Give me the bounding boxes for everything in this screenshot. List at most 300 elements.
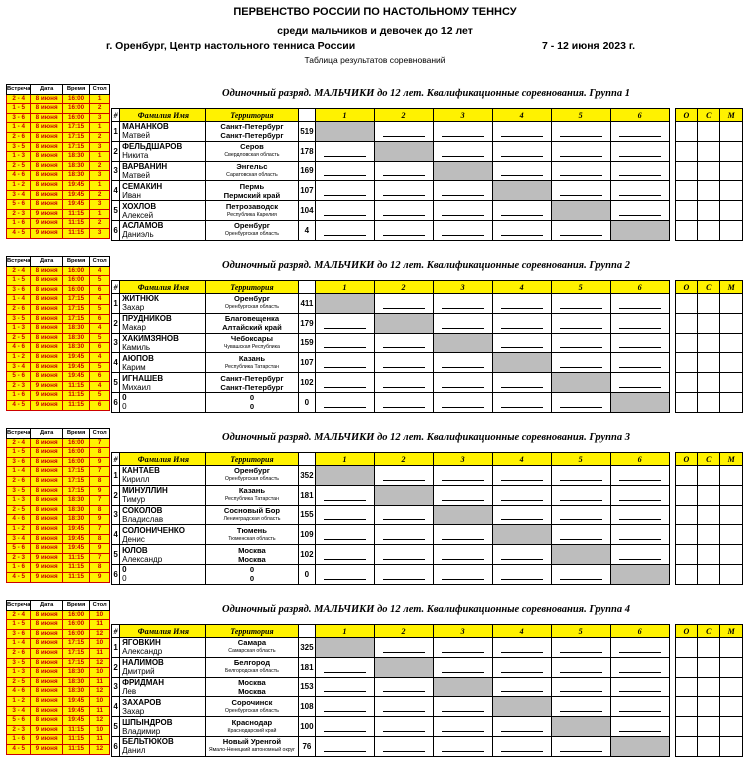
- player-rating: 169: [299, 161, 315, 181]
- player-city: Благовещенка: [224, 314, 280, 324]
- score-cell: [374, 161, 433, 181]
- score-line: [324, 559, 366, 560]
- player-number: 6: [112, 392, 120, 412]
- score-line: [560, 672, 602, 673]
- schedule-cell: 2: [90, 132, 110, 142]
- player-territory: [205, 220, 299, 240]
- score-line: [501, 156, 543, 157]
- score-line: [324, 407, 366, 408]
- player-row: [112, 313, 743, 333]
- score-cell: [433, 717, 492, 737]
- score-line: [324, 235, 366, 236]
- score-line: [619, 519, 661, 520]
- score-cell: [610, 122, 669, 142]
- sets-cell: [698, 657, 720, 677]
- schedule-row: [7, 438, 110, 448]
- score-cell: [315, 220, 374, 240]
- schedule-cell: 16:00: [62, 620, 89, 630]
- score-line: [383, 691, 425, 692]
- score-cell: [551, 181, 610, 201]
- score-cell: [374, 353, 433, 373]
- points-cell: [675, 717, 697, 737]
- schedule-cell: 11:15: [62, 725, 89, 735]
- sets-cell: [698, 161, 720, 181]
- schedule-cell: 8 июня: [31, 132, 62, 142]
- score-line: [442, 579, 484, 580]
- header-points: О: [675, 453, 697, 466]
- schedule-row: [7, 228, 110, 238]
- score-cell: [492, 122, 551, 142]
- header-place: М: [720, 453, 743, 466]
- score-cell-self: [610, 220, 669, 240]
- schedule-cell: 11:15: [62, 563, 89, 573]
- score-line: [442, 308, 484, 309]
- score-line: [442, 652, 484, 653]
- score-cell: [610, 353, 669, 373]
- header-num: #: [112, 625, 120, 638]
- score-cell: [551, 353, 610, 373]
- score-cell: [315, 353, 374, 373]
- score-cell-self: [610, 736, 669, 756]
- schedule-cell: 3: [90, 142, 110, 152]
- score-cell: [315, 392, 374, 412]
- header-col: 1: [315, 453, 374, 466]
- score-cell: [374, 677, 433, 697]
- player-last-name: ЗАХАРОВ: [122, 697, 162, 707]
- player-territory: [205, 564, 299, 584]
- score-cell-self: [315, 122, 374, 142]
- schedule-cell: 1 - 4: [7, 123, 31, 133]
- score-cell-self: [610, 564, 669, 584]
- header-points: О: [675, 625, 697, 638]
- player-rating: 109: [299, 525, 315, 545]
- schedule-row: [7, 352, 110, 362]
- score-cell: [492, 564, 551, 584]
- player-name: [120, 313, 205, 333]
- schedule-cell: 2 - 6: [7, 648, 31, 658]
- header-territory: Территория: [205, 109, 299, 122]
- player-row: [112, 638, 743, 658]
- player-territory: [205, 717, 299, 737]
- schedule-header-cell: Время: [62, 85, 89, 95]
- schedule-cell: 9 июня: [31, 381, 62, 391]
- player-last-name: ВАРВАНИН: [122, 161, 168, 171]
- schedule-cell: 3 - 6: [7, 457, 31, 467]
- schedule-cell: 8 июня: [31, 677, 62, 687]
- results-header-row: [112, 281, 743, 294]
- player-city: Самара: [237, 638, 267, 648]
- schedule-cell: 11: [90, 706, 110, 716]
- score-line: [442, 387, 484, 388]
- schedule-cell: 19:45: [62, 362, 89, 372]
- player-row: [112, 717, 743, 737]
- score-line: [560, 539, 602, 540]
- place-cell: [720, 333, 743, 353]
- sets-cell: [698, 373, 720, 393]
- header-col: 4: [492, 453, 551, 466]
- schedule-cell: 2 - 6: [7, 132, 31, 142]
- score-cell: [315, 525, 374, 545]
- player-last-name: ХОХЛОВ: [122, 201, 157, 211]
- schedule-cell: 8 июня: [31, 476, 62, 486]
- score-line: [501, 751, 543, 752]
- score-line: [560, 751, 602, 752]
- score-line: [501, 347, 543, 348]
- score-cell: [492, 313, 551, 333]
- schedule-header-row: [7, 601, 110, 611]
- header-name: Фамилия Имя: [120, 109, 205, 122]
- score-line: [324, 672, 366, 673]
- score-cell: [551, 466, 610, 486]
- schedule-cell: 8 июня: [31, 285, 62, 295]
- player-rating: 0: [299, 564, 315, 584]
- schedule-cell: 17:15: [62, 648, 89, 658]
- score-cell: [374, 717, 433, 737]
- score-line: [619, 195, 661, 196]
- player-name: [120, 525, 205, 545]
- schedule-cell: 2 - 4: [7, 94, 31, 104]
- score-cell: [551, 657, 610, 677]
- score-line: [383, 751, 425, 752]
- player-region: Пермский край: [223, 190, 281, 200]
- score-line: [442, 731, 484, 732]
- score-line: [324, 711, 366, 712]
- score-line: [560, 500, 602, 501]
- schedule-cell: 4: [90, 295, 110, 305]
- schedule-cell: 10: [90, 696, 110, 706]
- schedule-cell: 19:45: [62, 716, 89, 726]
- score-cell: [374, 373, 433, 393]
- schedule-cell: 7: [90, 496, 110, 506]
- score-cell: [315, 564, 374, 584]
- sets-cell: [698, 736, 720, 756]
- header-col: 3: [433, 625, 492, 638]
- results-table: [111, 108, 743, 241]
- schedule-cell: 18:30: [62, 668, 89, 678]
- schedule-cell: 11:15: [62, 381, 89, 391]
- score-cell: [551, 485, 610, 505]
- player-rating: 107: [299, 353, 315, 373]
- schedule-cell: 3: [90, 228, 110, 238]
- schedule-cell: 8 июня: [31, 639, 62, 649]
- score-cell: [551, 161, 610, 181]
- schedule-row: [7, 285, 110, 295]
- player-city: Оренбург: [234, 294, 270, 304]
- schedule-cell: 3 - 5: [7, 142, 31, 152]
- score-line: [383, 480, 425, 481]
- score-line: [383, 407, 425, 408]
- place-cell: [720, 485, 743, 505]
- header-num: #: [112, 281, 120, 294]
- score-cell: [610, 697, 669, 717]
- schedule-cell: 11:15: [62, 391, 89, 401]
- schedule-cell: 8 июня: [31, 457, 62, 467]
- player-rating: 352: [299, 466, 315, 486]
- player-city: Энгельс: [236, 161, 268, 171]
- score-cell: [433, 657, 492, 677]
- player-last-name: АСЛАМОВ: [122, 221, 164, 231]
- schedule-cell: 9 июня: [31, 744, 62, 754]
- schedule-row: [7, 716, 110, 726]
- score-line: [442, 480, 484, 481]
- score-cell: [551, 141, 610, 161]
- sets-cell: [698, 638, 720, 658]
- schedule-header-cell: Встреча: [7, 85, 31, 95]
- schedule-row: [7, 476, 110, 486]
- player-territory: [205, 181, 299, 201]
- schedule-row: [7, 190, 110, 200]
- player-last-name: ИГНАШЕВ: [122, 373, 164, 383]
- score-line: [619, 691, 661, 692]
- schedule-cell: 9 июня: [31, 563, 62, 573]
- place-cell: [720, 697, 743, 717]
- header-territory: Территория: [205, 453, 299, 466]
- schedule-cell: 11: [90, 735, 110, 745]
- schedule-cell: 8 июня: [31, 94, 62, 104]
- score-line: [383, 215, 425, 216]
- schedule-row: [7, 572, 110, 582]
- schedule-cell: 9 июня: [31, 735, 62, 745]
- player-city: Петрозаводск: [225, 201, 279, 211]
- score-cell-self: [610, 392, 669, 412]
- schedule-cell: 9 июня: [31, 400, 62, 410]
- score-line: [619, 480, 661, 481]
- schedule-cell: 10: [90, 639, 110, 649]
- score-cell: [551, 525, 610, 545]
- score-line: [442, 539, 484, 540]
- schedule-cell: 8 июня: [31, 171, 62, 181]
- player-last-name: АЮПОВ: [122, 353, 154, 363]
- schedule-header-cell: Время: [62, 601, 89, 611]
- schedule-row: [7, 152, 110, 162]
- schedule-table: [6, 256, 110, 411]
- place-cell: [720, 122, 743, 142]
- sets-cell: [698, 485, 720, 505]
- header-rating: [299, 453, 315, 466]
- score-cell: [315, 141, 374, 161]
- score-line: [501, 579, 543, 580]
- player-number: 1: [112, 466, 120, 486]
- schedule-cell: 2 - 5: [7, 333, 31, 343]
- score-line: [442, 711, 484, 712]
- player-region: Свердловская область: [224, 152, 280, 159]
- results-header-row: [112, 109, 743, 122]
- points-cell: [675, 677, 697, 697]
- score-cell: [492, 677, 551, 697]
- schedule-cell: 17:15: [62, 658, 89, 668]
- header-rating: [299, 281, 315, 294]
- schedule-cell: 2 - 5: [7, 505, 31, 515]
- schedule-cell: 1 - 2: [7, 352, 31, 362]
- schedule-header-cell: Время: [62, 429, 89, 439]
- score-cell: [610, 638, 669, 658]
- score-line: [383, 195, 425, 196]
- score-line: [383, 519, 425, 520]
- player-rating: 108: [299, 697, 315, 717]
- score-cell: [492, 333, 551, 353]
- player-first-name: Михаил: [122, 382, 151, 392]
- score-line: [383, 711, 425, 712]
- schedule-cell: 8 июня: [31, 276, 62, 286]
- score-cell: [610, 505, 669, 525]
- schedule-cell: 2 - 3: [7, 381, 31, 391]
- player-last-name: СОЛОНИЧЕНКО: [122, 525, 185, 535]
- points-cell: [675, 638, 697, 658]
- score-cell: [610, 294, 669, 314]
- schedule-cell: 2 - 6: [7, 304, 31, 314]
- points-cell: [675, 466, 697, 486]
- player-territory: [205, 373, 299, 393]
- player-territory: [205, 505, 299, 525]
- player-number: 5: [112, 201, 120, 221]
- schedule-cell: 9 июня: [31, 228, 62, 238]
- header-col: 6: [610, 625, 669, 638]
- score-cell: [492, 638, 551, 658]
- player-number: 3: [112, 333, 120, 353]
- score-line: [383, 235, 425, 236]
- schedule-cell: 11:15: [62, 228, 89, 238]
- schedule-cell: 8 июня: [31, 362, 62, 372]
- score-cell: [492, 466, 551, 486]
- schedule-cell: 4 - 6: [7, 515, 31, 525]
- schedule-cell: 4: [90, 266, 110, 276]
- score-cell-self: [551, 545, 610, 565]
- schedule-row: [7, 132, 110, 142]
- schedule-cell: 10: [90, 668, 110, 678]
- player-first-name: Тимур: [122, 495, 146, 505]
- player-number: 3: [112, 677, 120, 697]
- score-line: [324, 328, 366, 329]
- schedule-cell: 1 - 4: [7, 467, 31, 477]
- schedule-cell: 11:15: [62, 400, 89, 410]
- player-last-name: МАНАНКОВ: [122, 122, 169, 132]
- header-col: 2: [374, 109, 433, 122]
- schedule-cell: 3 - 5: [7, 486, 31, 496]
- player-number: 6: [112, 736, 120, 756]
- score-cell: [551, 294, 610, 314]
- player-number: 4: [112, 697, 120, 717]
- header-territory: Территория: [205, 625, 299, 638]
- schedule-cell: 1 - 3: [7, 324, 31, 334]
- schedule-header-cell: Встреча: [7, 601, 31, 611]
- schedule-cell: 8 июня: [31, 620, 62, 630]
- player-row: [112, 697, 743, 717]
- schedule-cell: 8 июня: [31, 496, 62, 506]
- score-cell: [492, 657, 551, 677]
- schedule-cell: 1: [90, 152, 110, 162]
- schedule-cell: 9 июня: [31, 209, 62, 219]
- score-line: [442, 328, 484, 329]
- score-cell: [433, 294, 492, 314]
- points-cell: [675, 505, 697, 525]
- schedule-cell: 3 - 4: [7, 190, 31, 200]
- points-cell: [675, 333, 697, 353]
- schedule-cell: 5: [90, 276, 110, 286]
- player-row: [112, 525, 743, 545]
- schedule-row: [7, 391, 110, 401]
- player-region: Оренбургская область: [224, 231, 279, 238]
- score-line: [619, 387, 661, 388]
- header-sets: С: [698, 281, 720, 294]
- player-region: Республика Татарстан: [224, 496, 279, 503]
- schedule-row: [7, 524, 110, 534]
- player-rating: 102: [299, 545, 315, 565]
- schedule-cell: 18:30: [62, 687, 89, 697]
- schedule-cell: 9 июня: [31, 725, 62, 735]
- schedule-cell: 19:45: [62, 534, 89, 544]
- group-title: Одиночный разряд. МАЛЬЧИКИ до 12 лет. Квалификационные соревнования. Группа 1: [222, 88, 630, 99]
- schedule-cell: 17:15: [62, 123, 89, 133]
- venue: г. Оренбург, Центр настольного тенниса России: [106, 40, 356, 52]
- page-title: ПЕРВЕНСТВО РОССИИ ПО НАСТОЛЬНОМУ ТЕННСУ: [233, 6, 517, 18]
- header-col: 3: [433, 109, 492, 122]
- player-name: [120, 161, 205, 181]
- player-number: 3: [112, 161, 120, 181]
- header-territory: Территория: [205, 281, 299, 294]
- schedule-cell: 8 июня: [31, 716, 62, 726]
- schedule-cell: 8 июня: [31, 438, 62, 448]
- schedule-cell: 8 июня: [31, 295, 62, 305]
- score-line: [324, 731, 366, 732]
- score-cell-self: [374, 141, 433, 161]
- score-line: [501, 731, 543, 732]
- schedule-cell: 17:15: [62, 132, 89, 142]
- score-cell: [374, 220, 433, 240]
- schedule-cell: 6: [90, 343, 110, 353]
- schedule-cell: 18:30: [62, 161, 89, 171]
- header-col: 6: [610, 453, 669, 466]
- score-line: [560, 328, 602, 329]
- score-cell: [374, 736, 433, 756]
- header-col: 4: [492, 109, 551, 122]
- score-cell: [551, 638, 610, 658]
- header-col: 1: [315, 281, 374, 294]
- schedule-cell: 12: [90, 744, 110, 754]
- player-number: 1: [112, 122, 120, 142]
- score-line: [619, 559, 661, 560]
- schedule-cell: 1 - 5: [7, 448, 31, 458]
- score-line: [324, 215, 366, 216]
- header-sets: С: [698, 109, 720, 122]
- schedule-header-row: [7, 257, 110, 267]
- score-line: [619, 731, 661, 732]
- score-cell: [374, 525, 433, 545]
- player-row: [112, 181, 743, 201]
- score-cell: [610, 181, 669, 201]
- score-cell: [374, 294, 433, 314]
- schedule-cell: 11: [90, 620, 110, 630]
- score-cell: [374, 181, 433, 201]
- player-first-name: Захар: [122, 706, 145, 716]
- player-name: [120, 717, 205, 737]
- score-line: [324, 156, 366, 157]
- sets-cell: [698, 201, 720, 221]
- schedule-row: [7, 94, 110, 104]
- player-first-name: Денис: [122, 534, 145, 544]
- player-city: Москва: [238, 677, 266, 687]
- player-region: Алтайский край: [222, 323, 282, 333]
- schedule-cell: 8: [90, 534, 110, 544]
- schedule-cell: 11:15: [62, 735, 89, 745]
- place-cell: [720, 505, 743, 525]
- group-title: Одиночный разряд. МАЛЬЧИКИ до 12 лет. Квалификационные соревнования. Группа 4: [222, 604, 630, 615]
- player-row: [112, 545, 743, 565]
- player-city: Казань: [238, 486, 266, 496]
- score-cell: [492, 392, 551, 412]
- header-col: 5: [551, 453, 610, 466]
- score-cell: [433, 697, 492, 717]
- player-city: Оренбург: [234, 221, 270, 231]
